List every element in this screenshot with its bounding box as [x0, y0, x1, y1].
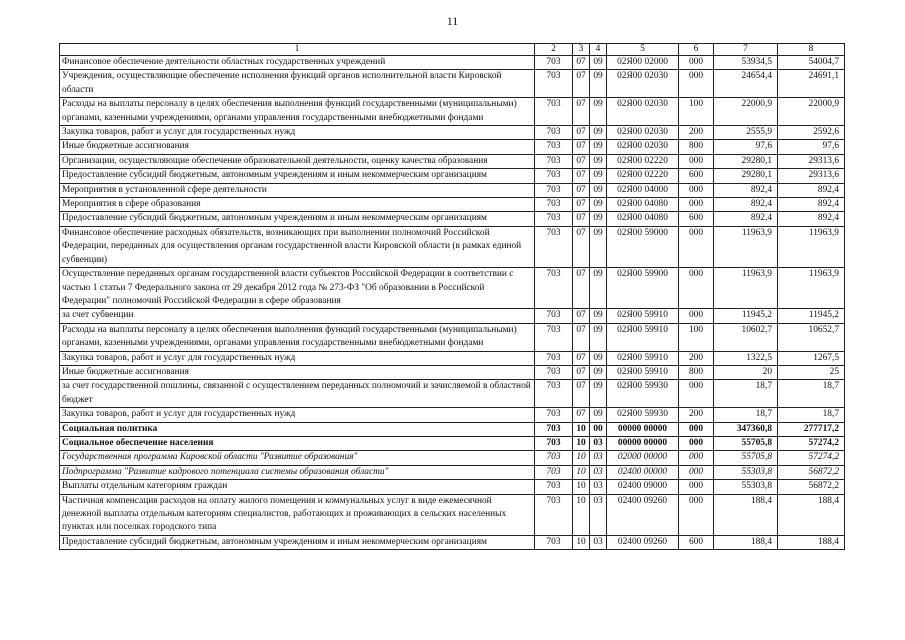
amount-year-2: 57274,2 [778, 436, 845, 450]
table-row [60, 198, 845, 212]
subsection-code: 09 [590, 268, 607, 309]
expense-name: Частичная компенсация расходов на оплату жилого помещения и коммунальных услуг в виде ежемесячной денежной выплаты отдельным категориям специалистов, работающих и проживающих в сельских населенных пунктах или поселках городского типа [60, 494, 535, 535]
ministry-code: 703 [535, 309, 573, 323]
table-row [60, 126, 845, 140]
section-code: 07 [573, 323, 590, 351]
expense-type-code: 000 [679, 198, 714, 212]
expense-name: Закупка товаров, работ и услуг для государственных нужд [60, 126, 535, 140]
section-code: 07 [573, 154, 590, 168]
target-article-code: 02Я00 04080 [607, 212, 679, 226]
section-code: 10 [573, 451, 590, 465]
table-row [60, 535, 845, 549]
table-row [60, 436, 845, 450]
amount-year-1: 892,4 [714, 183, 778, 197]
ministry-code: 703 [535, 154, 573, 168]
section-code: 07 [573, 365, 590, 379]
expense-type-code: 000 [679, 465, 714, 479]
expense-type-code: 000 [679, 494, 714, 535]
subsection-code: 03 [590, 535, 607, 549]
table-row [60, 309, 845, 323]
section-code: 07 [573, 309, 590, 323]
ministry-code: 703 [535, 408, 573, 422]
expense-name: Подпрограмма "Развитие кадрового потенциала системы образования области" [60, 465, 535, 479]
amount-year-2: 11963,9 [778, 268, 845, 309]
expense-type-code: 000 [679, 183, 714, 197]
expense-type-code: 000 [679, 436, 714, 450]
expense-type-code: 800 [679, 140, 714, 154]
section-code: 07 [573, 70, 590, 98]
table-row [60, 380, 845, 408]
subsection-code: 09 [590, 169, 607, 183]
expense-type-code: 000 [679, 70, 714, 98]
target-article-code: 02Я00 59910 [607, 365, 679, 379]
ministry-code: 703 [535, 535, 573, 549]
target-article-code: 00000 00000 [607, 422, 679, 436]
target-article-code: 00000 00000 [607, 436, 679, 450]
expense-type-code: 200 [679, 408, 714, 422]
target-article-code: 02Я00 02220 [607, 169, 679, 183]
table-row [60, 408, 845, 422]
subsection-code: 09 [590, 183, 607, 197]
target-article-code: 02Я00 59910 [607, 323, 679, 351]
subsection-code: 09 [590, 351, 607, 365]
expense-name: Закупка товаров, работ и услуг для государственных нужд [60, 408, 535, 422]
table-row [60, 212, 845, 226]
expense-type-code: 100 [679, 323, 714, 351]
subsection-code: 09 [590, 154, 607, 168]
ministry-code: 703 [535, 351, 573, 365]
ministry-code: 703 [535, 494, 573, 535]
amount-year-1: 892,4 [714, 212, 778, 226]
amount-year-2: 2592,6 [778, 126, 845, 140]
target-article-code: 02Я00 59930 [607, 408, 679, 422]
ministry-code: 703 [535, 436, 573, 450]
subsection-code: 09 [590, 226, 607, 267]
target-article-code: 02Я00 59000 [607, 226, 679, 267]
amount-year-1: 29280,1 [714, 169, 778, 183]
ministry-code: 703 [535, 212, 573, 226]
amount-year-2: 18,7 [778, 380, 845, 408]
target-article-code: 02Я00 02220 [607, 154, 679, 168]
expense-type-code: 200 [679, 351, 714, 365]
target-article-code: 02400 09260 [607, 535, 679, 549]
expense-name: Выплаты отдельным категориям граждан [60, 480, 535, 494]
target-article-code: 02000 00000 [607, 451, 679, 465]
amount-year-1: 55705,8 [714, 451, 778, 465]
amount-year-1: 55705,8 [714, 436, 778, 450]
expense-name: Предоставление субсидий бюджетным, автономным учреждениям и иным некоммерческим организациям [60, 169, 535, 183]
amount-year-1: 55303,8 [714, 465, 778, 479]
table-row [60, 154, 845, 168]
table-row [60, 323, 845, 351]
amount-year-2: 25 [778, 365, 845, 379]
expense-type-code: 000 [679, 226, 714, 267]
amount-year-2: 277717,2 [778, 422, 845, 436]
subsection-code: 09 [590, 56, 607, 70]
target-article-code: 02Я00 02030 [607, 70, 679, 98]
subsection-code: 09 [590, 70, 607, 98]
ministry-code: 703 [535, 56, 573, 70]
amount-year-2: 56872,2 [778, 480, 845, 494]
table-row [60, 226, 845, 267]
column-number: 5 [607, 44, 679, 56]
section-code: 07 [573, 126, 590, 140]
section-code: 07 [573, 408, 590, 422]
amount-year-2: 892,4 [778, 198, 845, 212]
target-article-code: 02Я00 02030 [607, 140, 679, 154]
amount-year-1: 347360,8 [714, 422, 778, 436]
amount-year-2: 97,6 [778, 140, 845, 154]
subsection-code: 09 [590, 380, 607, 408]
ministry-code: 703 [535, 183, 573, 197]
table-row [60, 494, 845, 535]
expense-type-code: 600 [679, 169, 714, 183]
expense-type-code: 000 [679, 268, 714, 309]
ministry-code: 703 [535, 380, 573, 408]
ministry-code: 703 [535, 98, 573, 126]
amount-year-2: 892,4 [778, 212, 845, 226]
ministry-code: 703 [535, 422, 573, 436]
target-article-code: 02Я00 59910 [607, 309, 679, 323]
ministry-code: 703 [535, 126, 573, 140]
expense-name: Предоставление субсидий бюджетным, автономным учреждениям и иным некоммерческим организациям [60, 212, 535, 226]
ministry-code: 703 [535, 226, 573, 267]
expense-type-code: 800 [679, 365, 714, 379]
expense-type-code: 600 [679, 212, 714, 226]
expense-type-code: 000 [679, 480, 714, 494]
subsection-code: 03 [590, 465, 607, 479]
expense-name: Закупка товаров, работ и услуг для государственных нужд [60, 351, 535, 365]
subsection-code: 09 [590, 198, 607, 212]
column-number-row [60, 44, 845, 56]
amount-year-2: 188,4 [778, 535, 845, 549]
table-row [60, 169, 845, 183]
amount-year-1: 97,6 [714, 140, 778, 154]
amount-year-1: 188,4 [714, 535, 778, 549]
section-code: 07 [573, 140, 590, 154]
ministry-code: 703 [535, 465, 573, 479]
expense-name: Организации, осуществляющие обеспечение образовательной деятельности, оценку качества образования [60, 154, 535, 168]
amount-year-2: 18,7 [778, 408, 845, 422]
subsection-code: 09 [590, 408, 607, 422]
column-number: 3 [573, 44, 590, 56]
section-code: 10 [573, 535, 590, 549]
section-code: 07 [573, 183, 590, 197]
section-code: 10 [573, 480, 590, 494]
section-code: 07 [573, 169, 590, 183]
expense-name: Иные бюджетные ассигнования [60, 140, 535, 154]
expense-name: Государственная программа Кировской области "Развитие образования" [60, 451, 535, 465]
section-code: 07 [573, 268, 590, 309]
table-row [60, 268, 845, 309]
amount-year-2: 11963,9 [778, 226, 845, 267]
amount-year-2: 54004,7 [778, 56, 845, 70]
amount-year-2: 10652,7 [778, 323, 845, 351]
ministry-code: 703 [535, 140, 573, 154]
table-row [60, 56, 845, 70]
column-number: 1 [60, 44, 535, 56]
section-code: 07 [573, 98, 590, 126]
expense-name: Предоставление субсидий бюджетным, автономным учреждениям и иным некоммерческим организациям [60, 535, 535, 549]
expense-name: Иные бюджетные ассигнования [60, 365, 535, 379]
amount-year-1: 10602,7 [714, 323, 778, 351]
target-article-code: 02Я00 59900 [607, 268, 679, 309]
ministry-code: 703 [535, 198, 573, 212]
table-row [60, 451, 845, 465]
target-article-code: 02Я00 02000 [607, 56, 679, 70]
table-row [60, 365, 845, 379]
subsection-code: 09 [590, 365, 607, 379]
table-row [60, 465, 845, 479]
target-article-code: 02Я00 59930 [607, 380, 679, 408]
target-article-code: 02400 00000 [607, 465, 679, 479]
amount-year-1: 1322,5 [714, 351, 778, 365]
target-article-code: 02Я00 02030 [607, 126, 679, 140]
section-code: 07 [573, 212, 590, 226]
expense-type-code: 000 [679, 309, 714, 323]
amount-year-2: 892,4 [778, 183, 845, 197]
section-code: 07 [573, 380, 590, 408]
expense-name: Финансовое обеспечение деятельности областных государственных учреждений [60, 56, 535, 70]
expense-name: Мероприятия в установленной сфере деятельности [60, 183, 535, 197]
amount-year-1: 24654,4 [714, 70, 778, 98]
expense-name: Социальное обеспечение населения [60, 436, 535, 450]
amount-year-1: 20 [714, 365, 778, 379]
subsection-code: 09 [590, 309, 607, 323]
expense-name: Учреждения, осуществляющие обеспечение исполнения функций органов исполнительной власти Кировской области [60, 70, 535, 98]
amount-year-1: 18,7 [714, 380, 778, 408]
amount-year-2: 29313,6 [778, 154, 845, 168]
amount-year-2: 24691,1 [778, 70, 845, 98]
target-article-code: 02400 09260 [607, 494, 679, 535]
target-article-code: 02Я00 04000 [607, 183, 679, 197]
ministry-code: 703 [535, 268, 573, 309]
target-article-code: 02Я00 02030 [607, 98, 679, 126]
subsection-code: 09 [590, 126, 607, 140]
expense-name: за счет субвенции [60, 309, 535, 323]
table-row [60, 183, 845, 197]
target-article-code: 02400 09000 [607, 480, 679, 494]
expense-name: Мероприятия в сфере образования [60, 198, 535, 212]
amount-year-1: 53934,5 [714, 56, 778, 70]
ministry-code: 703 [535, 323, 573, 351]
amount-year-1: 892,4 [714, 198, 778, 212]
amount-year-1: 18,7 [714, 408, 778, 422]
section-code: 10 [573, 436, 590, 450]
subsection-code: 03 [590, 436, 607, 450]
ministry-code: 703 [535, 451, 573, 465]
section-code: 10 [573, 422, 590, 436]
target-article-code: 02Я00 04080 [607, 198, 679, 212]
budget-table [59, 43, 845, 550]
expense-name: за счет государственной пошлины, связанной с осуществлением переданных полномочий и зачисляемой в областной бюджет [60, 380, 535, 408]
amount-year-2: 22000,9 [778, 98, 845, 126]
table-row [60, 98, 845, 126]
amount-year-2: 188,4 [778, 494, 845, 535]
table-row [60, 480, 845, 494]
subsection-code: 09 [590, 140, 607, 154]
expense-type-code: 100 [679, 98, 714, 126]
expense-name: Финансовое обеспечение расходных обязательств, возникающих при выполнении полномочий Российской Федерации, переданных для осуществления органам государственной власти Кировской области (в рамках единой субвенции) [60, 226, 535, 267]
amount-year-1: 29280,1 [714, 154, 778, 168]
expense-name: Расходы на выплаты персоналу в целях обеспечения выполнения функций государственными (муниципальными) органами, казенными учреждениями, органами управления государственными внебюджетными фондами [60, 323, 535, 351]
ministry-code: 703 [535, 365, 573, 379]
section-code: 07 [573, 226, 590, 267]
section-code: 10 [573, 465, 590, 479]
subsection-code: 03 [590, 451, 607, 465]
expense-type-code: 000 [679, 380, 714, 408]
page-number: 11 [446, 14, 459, 28]
table-row [60, 351, 845, 365]
section-code: 07 [573, 198, 590, 212]
subsection-code: 09 [590, 323, 607, 351]
amount-year-2: 56872,2 [778, 465, 845, 479]
table-row [60, 422, 845, 436]
column-number: 4 [590, 44, 607, 56]
section-code: 07 [573, 351, 590, 365]
amount-year-2: 29313,6 [778, 169, 845, 183]
column-number: 6 [679, 44, 714, 56]
amount-year-2: 11945,2 [778, 309, 845, 323]
amount-year-2: 1267,5 [778, 351, 845, 365]
expense-type-code: 000 [679, 56, 714, 70]
subsection-code: 00 [590, 422, 607, 436]
subsection-code: 09 [590, 98, 607, 126]
expense-type-code: 000 [679, 451, 714, 465]
amount-year-1: 11963,9 [714, 268, 778, 309]
section-code: 07 [573, 56, 590, 70]
column-number: 8 [778, 44, 845, 56]
column-number: 7 [714, 44, 778, 56]
section-code: 10 [573, 494, 590, 535]
expense-name: Осуществление переданных органам государственной власти субъектов Российской Федерации в соответствии с частью 1 статьи 7 Федерального закона от 29 декабря 2012 года № 273-ФЗ "Об образовании в Российской Федерации" полномочий Российской Федерации в сфере образования [60, 268, 535, 309]
amount-year-1: 188,4 [714, 494, 778, 535]
expense-name: Социальная политика [60, 422, 535, 436]
subsection-code: 03 [590, 480, 607, 494]
expense-type-code: 200 [679, 126, 714, 140]
amount-year-2: 57274,2 [778, 451, 845, 465]
column-number: 2 [535, 44, 573, 56]
table-row [60, 140, 845, 154]
ministry-code: 703 [535, 70, 573, 98]
subsection-code: 03 [590, 494, 607, 535]
amount-year-1: 11945,2 [714, 309, 778, 323]
amount-year-1: 55303,8 [714, 480, 778, 494]
ministry-code: 703 [535, 169, 573, 183]
expense-type-code: 000 [679, 154, 714, 168]
target-article-code: 02Я00 59910 [607, 351, 679, 365]
amount-year-1: 2555,9 [714, 126, 778, 140]
subsection-code: 09 [590, 212, 607, 226]
expense-type-code: 000 [679, 422, 714, 436]
amount-year-1: 22000,9 [714, 98, 778, 126]
amount-year-1: 11963,9 [714, 226, 778, 267]
expense-name: Расходы на выплаты персоналу в целях обеспечения выполнения функций государственными (муниципальными) органами, казенными учреждениями, органами управления государственными внебюджетными фондами [60, 98, 535, 126]
expense-type-code: 600 [679, 535, 714, 549]
table-row [60, 70, 845, 98]
ministry-code: 703 [535, 480, 573, 494]
